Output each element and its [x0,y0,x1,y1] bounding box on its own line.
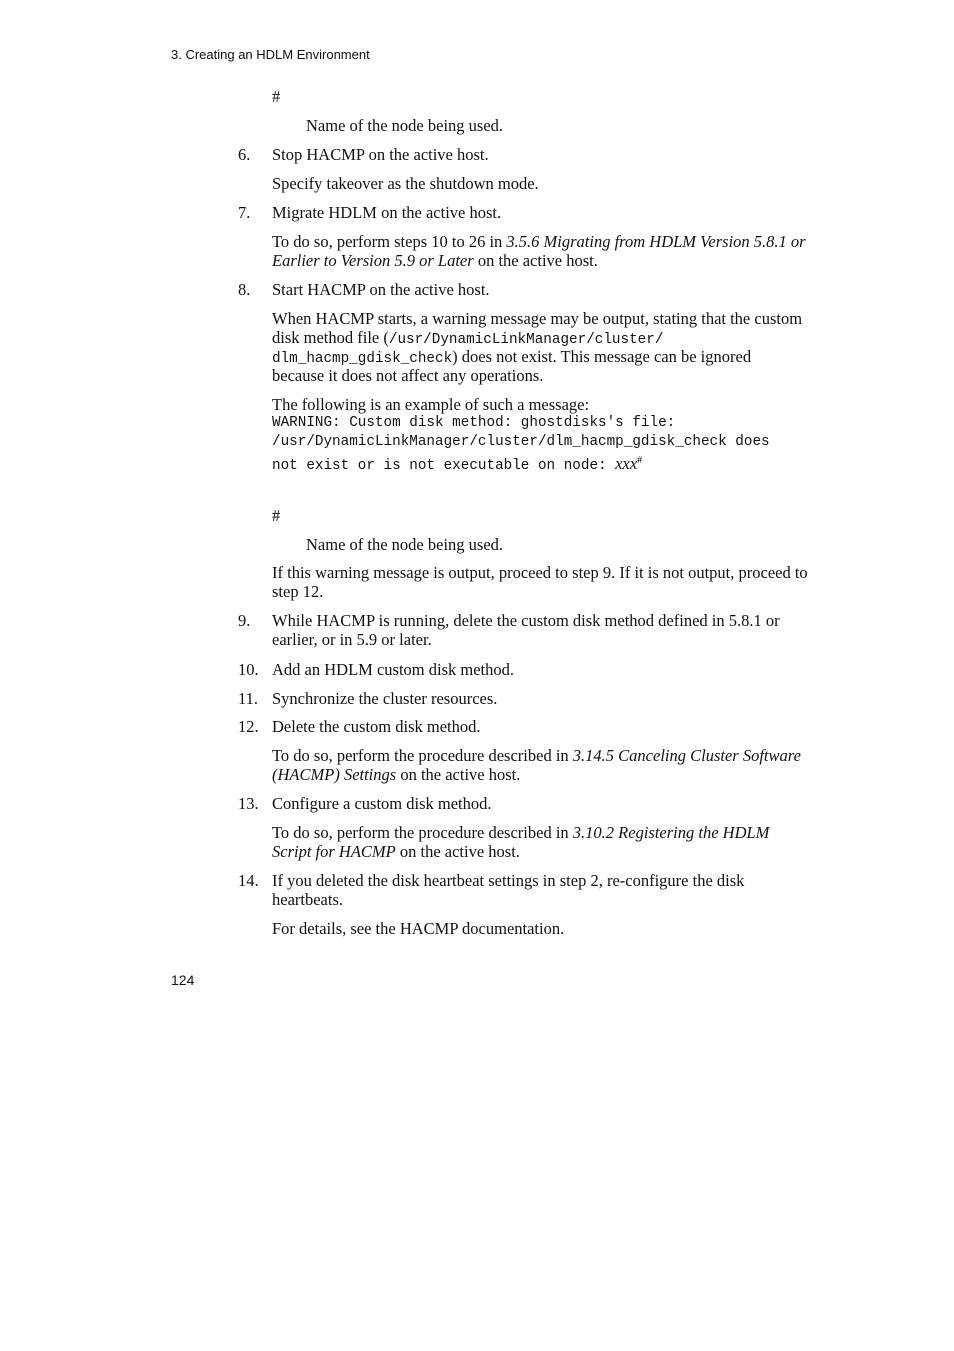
step-description [272,251,598,271]
code-variable: xxx [615,454,638,473]
step-description [272,765,520,785]
desc-text: ) does not exist. This message can be ignored [452,347,752,366]
footnote-mark: # [272,87,281,106]
paragraph-line: If this warning message is output, proceed to step 9. If it is not output, proceed to [272,563,808,582]
code-text: not exist or is not executable on node: [272,458,616,474]
cross-reference: 3.10.2 Registering the HDLM [572,823,770,842]
paragraph-line: When HACMP starts, a warning message may be output, stating that the custom [272,309,803,328]
desc-text: on the active host. [473,251,598,270]
desc-text: on the active host. [396,765,521,784]
step-title: Delete the custom disk method. [272,717,481,736]
desc-text: To do so, perform the procedure described in [272,746,573,765]
file-path: /usr/DynamicLinkManager/cluster/ [388,332,664,348]
step-number: 6. [238,145,251,164]
file-path: dlm_hacmp_gdisk_check [272,351,453,367]
step-description [272,842,520,862]
step-number: 7. [238,203,251,222]
desc-text: To do so, perform the procedure described in [272,823,573,842]
running-header: 3. Creating an HDLM Environment [171,47,370,62]
cross-reference: (HACMP) Settings [272,765,397,784]
step-number: 9. [238,611,251,630]
code-line [272,454,642,477]
code-line: WARNING: Custom disk method: ghostdisks's file: [272,415,676,431]
desc-text: on the active host. [395,842,520,861]
cross-reference: 3.5.6 Migrating from HDLM Version 5.8.1 or [506,232,806,251]
step-title: heartbeats. [272,890,344,909]
step-number: 10. [238,660,259,679]
code-line: /usr/DynamicLinkManager/cluster/dlm_hacmp_gdisk_check does [272,434,770,450]
paragraph-line: because it does not affect any operations. [272,366,544,385]
step-title: Start HACMP on the active host. [272,280,490,299]
step-title: Migrate HDLM on the active host. [272,203,502,222]
step-number: 13. [238,794,259,813]
step-description [272,746,801,766]
desc-text: To do so, perform steps 10 to 26 in [272,232,507,251]
step-number: 14. [238,871,259,890]
desc-text: disk method file ( [272,328,389,347]
step-title: If you deleted the disk heartbeat settings in step 2, re-configure the disk [272,871,745,890]
footnote-text: Name of the node being used. [306,535,504,554]
step-title: While HACMP is running, delete the custom disk method defined in 5.8.1 or [272,611,780,630]
step-title: Stop HACMP on the active host. [272,145,489,164]
step-number: 8. [238,280,251,299]
step-title: Synchronize the cluster resources. [272,689,498,708]
step-description [272,823,769,843]
footnote-ref: # [637,455,643,467]
step-number: 12. [238,717,259,736]
cross-reference: 3.14.5 Canceling Cluster Software [572,746,801,765]
page-number: 124 [171,972,195,988]
step-description [272,232,806,252]
step-title: Configure a custom disk method. [272,794,492,813]
step-number: 11. [238,689,259,708]
footnote-mark: # [272,506,281,525]
footnote-text: Name of the node being used. [306,116,504,135]
cross-reference: Earlier to Version 5.9 or Later [272,251,474,270]
step-description: For details, see the HACMP documentation. [272,919,565,938]
paragraph-line: The following is an example of such a message: [272,395,590,414]
cross-reference: Script for HACMP [272,842,396,861]
step-title: earlier, or in 5.9 or later. [272,630,432,649]
step-title: Add an HDLM custom disk method. [272,660,514,679]
paragraph-line: step 12. [272,582,324,601]
step-description: Specify takeover as the shutdown mode. [272,174,539,193]
